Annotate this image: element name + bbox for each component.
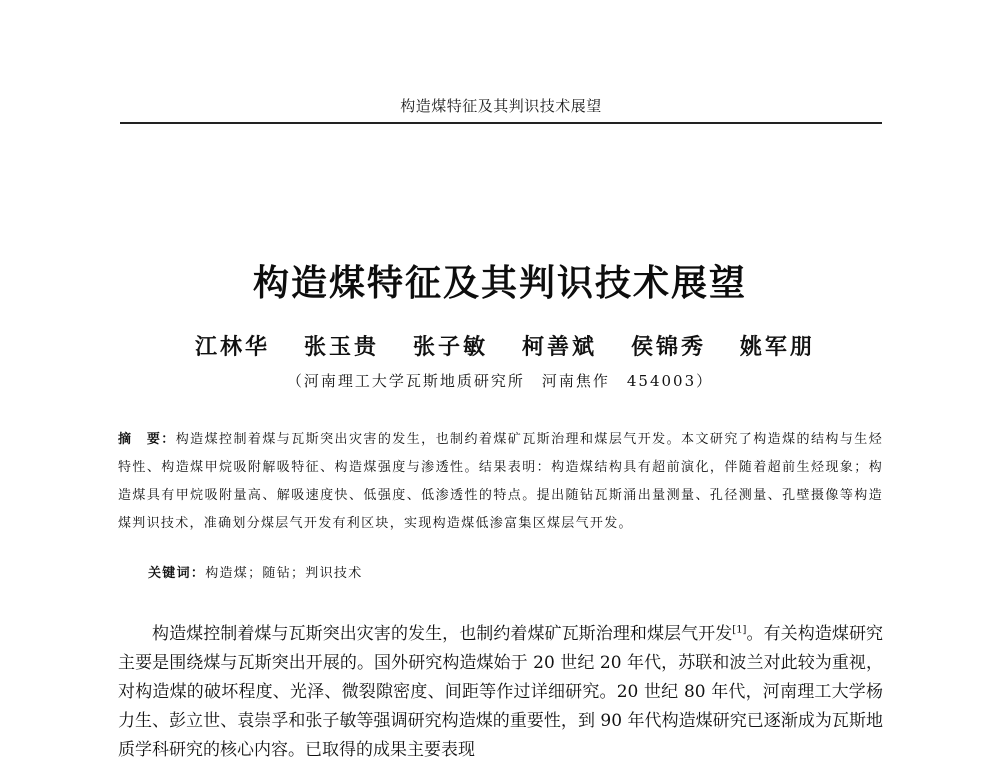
abstract-text: 构造煤控制着煤与瓦斯突出灾害的发生，也制约着煤矿瓦斯治理和煤层气开发。本文研究了构造煤的结构与生烃特性、构造煤甲烷吸附解吸特征、构造煤强度与渗透性。结果表明：构造煤结构具有超前演化，伴随着超前生烃现象；构造煤具有甲烷吸附量高、解吸速度快、低强度、低渗透性的特点。提出随钻瓦斯涌出量测量、孔径测量、孔壁摄像等构造煤判识技术，准确划分煤层气开发有利区块，实现构造煤低渗富集区煤层气开发。 [118, 432, 883, 531]
citation-marker: [1] [732, 624, 747, 636]
affiliation: （河南理工大学瓦斯地质研究所 河南焦作 454003） [286, 372, 714, 390]
body-text [118, 620, 883, 765]
body-paragraph [118, 620, 883, 765]
body-text-part: 。有关构造煤研究主要是围绕煤与瓦斯突出开展的。国外研究构造煤始于 20 世纪 20 年代，苏联和波兰对此较为重视，对构造煤的破坏程度、光泽、微裂隙密度、间距等作过详细研究。20 世纪 80 年代，河南理工大学杨力生、彭立世、袁崇孚和张子敏等强调研究构造煤的重要性，到 90 年代构造煤研究已逐渐成为瓦斯地质学科研究的核心内容。已取得的成果主要表现 [118, 624, 884, 760]
keywords-text: 构造煤；随钻；判识技术 [205, 566, 363, 581]
author-name: 柯善斌 [521, 334, 597, 360]
author-name: 侯锦秀 [630, 334, 706, 360]
running-header: 构造煤特征及其判识技术展望 [400, 97, 602, 115]
header-rule [120, 122, 882, 124]
author-list [195, 330, 815, 361]
paper-title: 构造煤特征及其判识技术展望 [252, 263, 747, 304]
abstract [118, 426, 883, 538]
author-name: 姚军朋 [739, 334, 815, 360]
body-text-part: 构造煤控制着煤与瓦斯突出灾害的发生，也制约着煤矿瓦斯治理和煤层气开发 [152, 624, 733, 644]
keywords [148, 562, 883, 581]
author-name: 江林华 [195, 334, 271, 360]
author-name: 张子敏 [412, 334, 488, 360]
keywords-label: 关键词： [148, 566, 206, 581]
author-name: 张玉贵 [303, 334, 379, 360]
abstract-label: 摘 要： [118, 432, 176, 447]
